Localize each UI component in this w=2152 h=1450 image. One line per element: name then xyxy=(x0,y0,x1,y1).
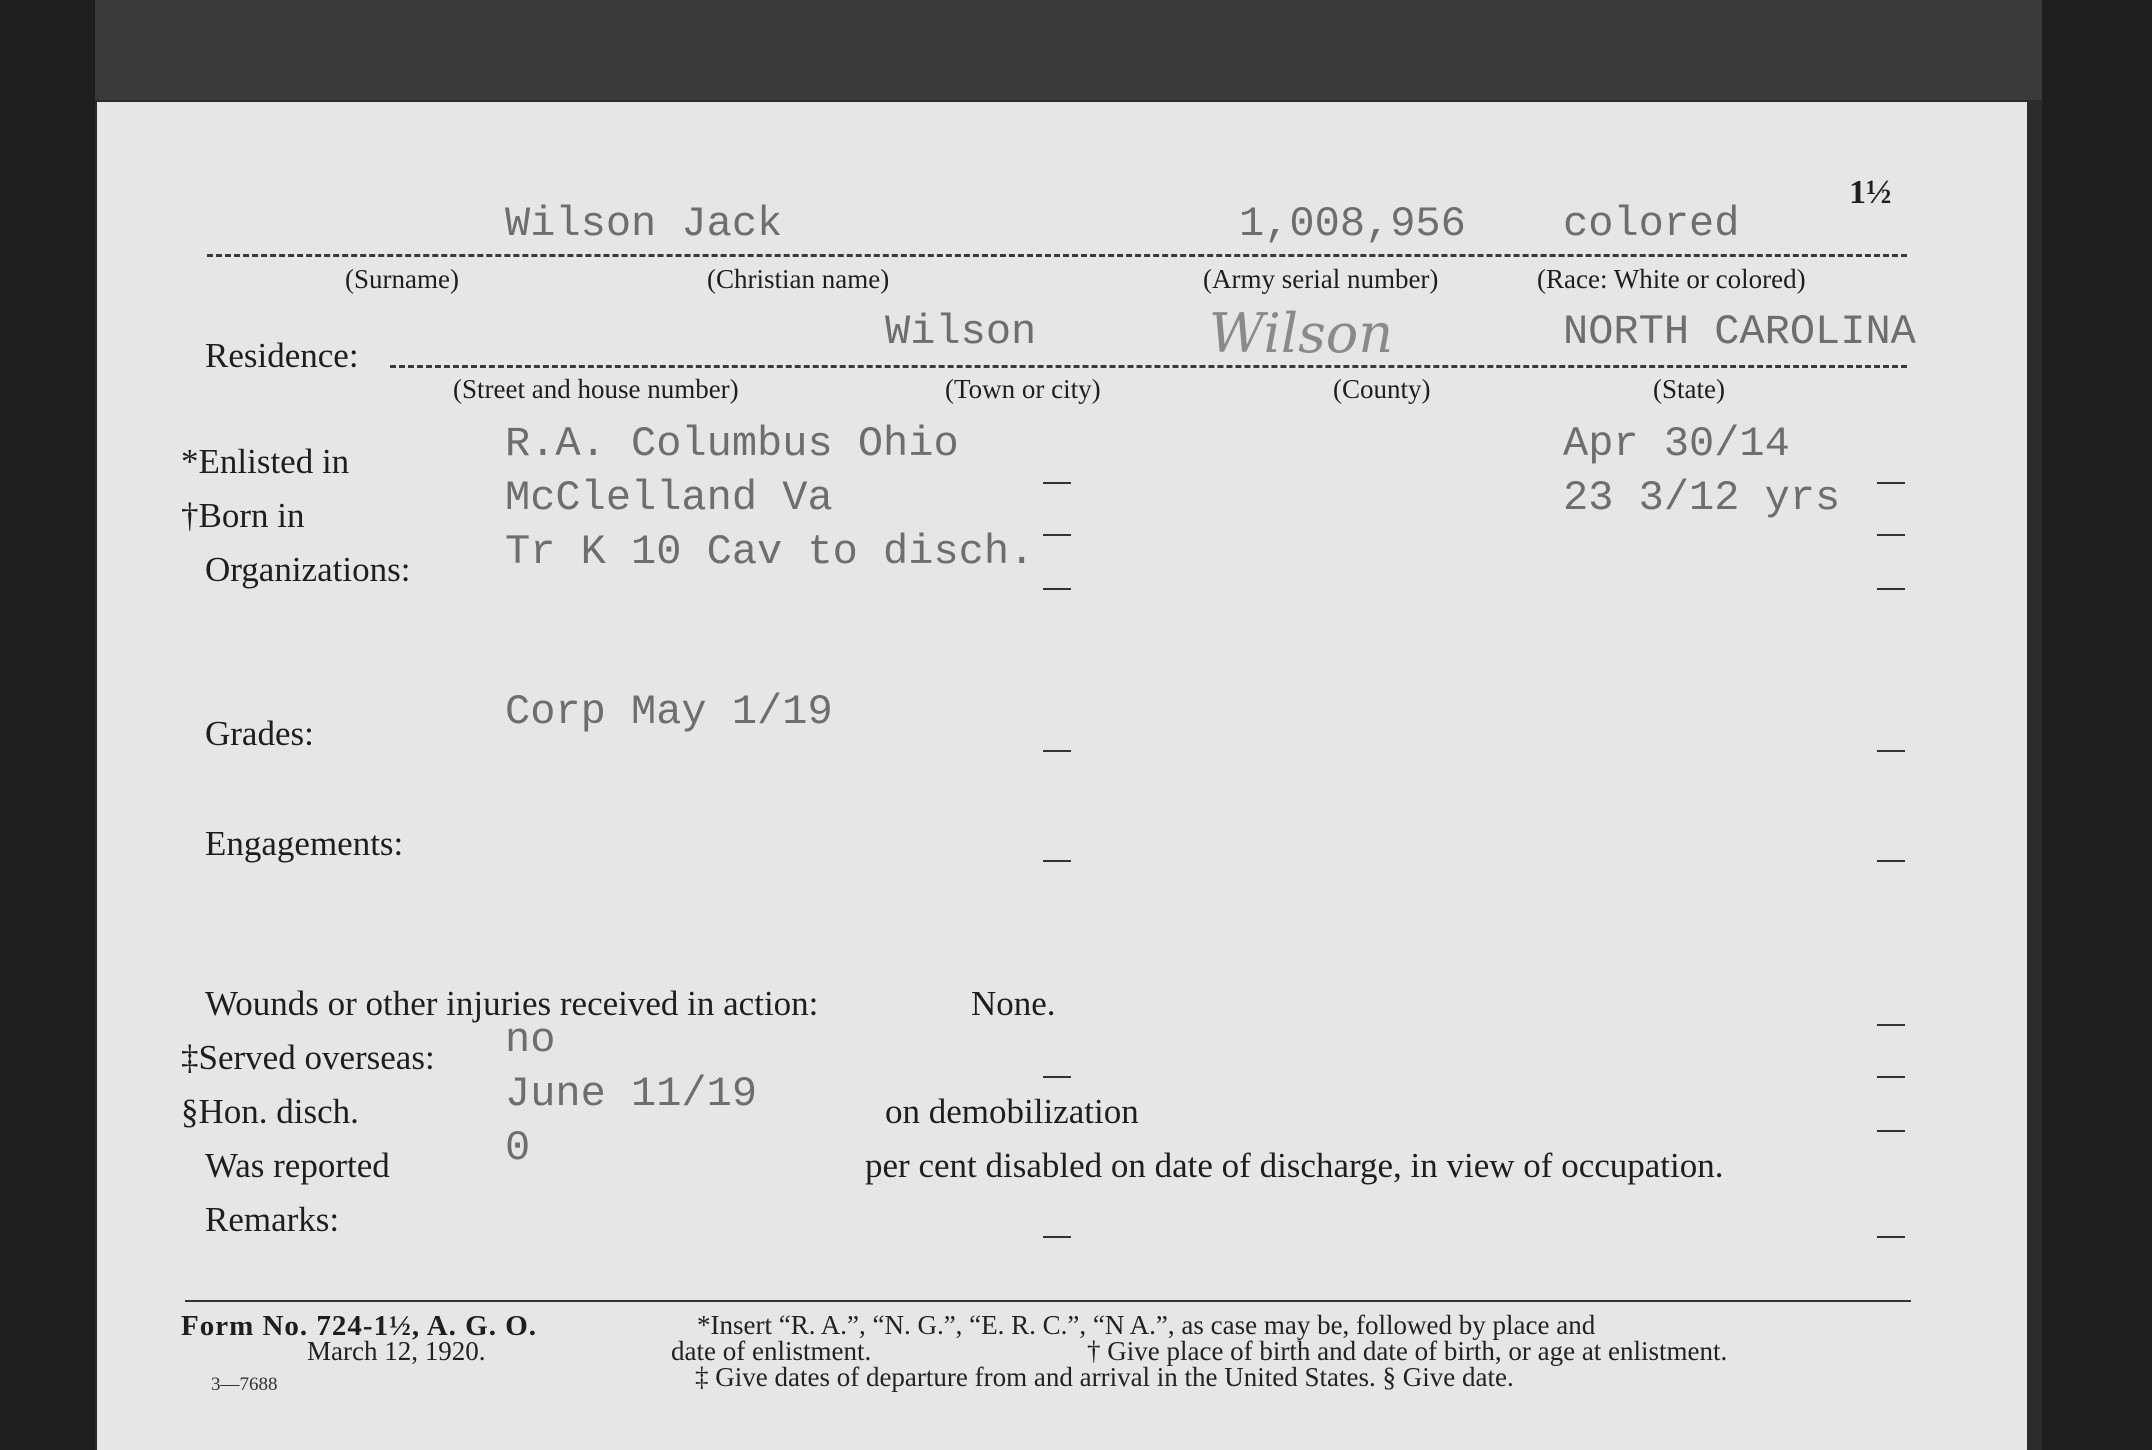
form-corner-number: 1½ xyxy=(1849,174,1892,211)
organizations-label: Organizations: xyxy=(205,550,411,589)
born-label: †Born in xyxy=(181,496,305,535)
dash-mark xyxy=(1877,588,1905,590)
caption-race: (Race: White or colored) xyxy=(1537,264,1806,294)
caption-county: (County) xyxy=(1333,374,1431,404)
surname-christian-value: Wilson Jack xyxy=(505,200,783,248)
dash-mark xyxy=(1043,482,1071,484)
scan-border-right xyxy=(2042,0,2152,1450)
hon-disch-label: §Hon. disch. xyxy=(181,1092,359,1131)
dash-mark xyxy=(1877,750,1905,752)
footer-rule xyxy=(185,1300,1911,1302)
engagements-label: Engagements: xyxy=(205,824,404,863)
dash-mark xyxy=(1877,1236,1905,1238)
dash-mark xyxy=(1043,588,1071,590)
serial-number-value: 1,008,956 xyxy=(1239,200,1466,248)
footnote-insert-cont: date of enlistment. xyxy=(671,1336,872,1366)
overseas-label: ‡Served overseas: xyxy=(181,1038,435,1077)
dash-mark xyxy=(1877,534,1905,536)
wounds-value: None. xyxy=(971,984,1056,1023)
born-value: McClelland Va xyxy=(505,474,833,522)
dash-mark xyxy=(1043,750,1071,752)
caption-christian-name: (Christian name) xyxy=(707,264,890,294)
reported-value: 0 xyxy=(505,1124,531,1172)
hon-disch-suffix: on demobilization xyxy=(885,1092,1139,1131)
residence-county-handwritten: Wilson xyxy=(1209,302,1394,365)
print-code: 3—7688 xyxy=(211,1374,278,1395)
dash-mark xyxy=(1877,482,1905,484)
wounds-label: Wounds or other injuries received in action: xyxy=(205,984,819,1023)
reported-suffix: per cent disabled on date of discharge, in view of occupation. xyxy=(865,1146,1724,1185)
dash-mark xyxy=(1877,860,1905,862)
form-number: Form No. 724-1½, A. G. O. xyxy=(181,1310,538,1342)
remarks-label: Remarks: xyxy=(205,1200,340,1239)
dash-mark xyxy=(1877,1130,1905,1132)
born-age-value: 23 3/12 yrs xyxy=(1563,474,1841,522)
dash-mark xyxy=(1877,1076,1905,1078)
race-value: colored xyxy=(1563,200,1740,248)
footnote-born: † Give place of birth and date of birth, or age at enlistment. xyxy=(1087,1336,1728,1366)
scan-border-left xyxy=(0,0,95,1450)
header-dotted-line xyxy=(207,254,1907,257)
grades-label: Grades: xyxy=(205,714,314,753)
enlisted-date-value: Apr 30/14 xyxy=(1563,420,1790,468)
caption-surname: (Surname) xyxy=(345,264,459,294)
caption-state: (State) xyxy=(1653,374,1725,404)
grades-value: Corp May 1/19 xyxy=(505,688,833,736)
service-record-card xyxy=(97,102,2027,1450)
footnote-insert: *Insert “R. A.”, “N. G.”, “E. R. C.”, “N A.”, as case may be, followed by place and xyxy=(697,1310,1596,1340)
dash-mark xyxy=(1043,860,1071,862)
enlisted-value: R.A. Columbus Ohio xyxy=(505,420,959,468)
form-date: March 12, 1920. xyxy=(307,1336,486,1366)
organizations-value: Tr K 10 Cav to disch. xyxy=(505,528,1035,576)
overseas-value: no xyxy=(505,1016,556,1064)
residence-dotted-line xyxy=(390,365,1907,368)
residence-state-value: NORTH CAROLINA xyxy=(1563,308,1916,356)
hon-disch-value: June 11/19 xyxy=(505,1070,758,1118)
dash-mark xyxy=(1043,534,1071,536)
footnote-overseas: ‡ Give dates of departure from and arrival in the United States. § Give date. xyxy=(695,1362,1514,1392)
dash-mark xyxy=(1877,1024,1905,1026)
caption-serial-number: (Army serial number) xyxy=(1203,264,1439,294)
residence-label: Residence: xyxy=(205,336,359,375)
enlisted-label: *Enlisted in xyxy=(181,442,350,481)
residence-town-value: Wilson xyxy=(885,308,1037,356)
dash-mark xyxy=(1043,1236,1071,1238)
reported-label: Was reported xyxy=(205,1146,390,1185)
dash-mark xyxy=(1043,1076,1071,1078)
caption-town: (Town or city) xyxy=(945,374,1101,404)
scan-border-top xyxy=(95,0,2045,100)
caption-street: (Street and house number) xyxy=(453,374,739,404)
